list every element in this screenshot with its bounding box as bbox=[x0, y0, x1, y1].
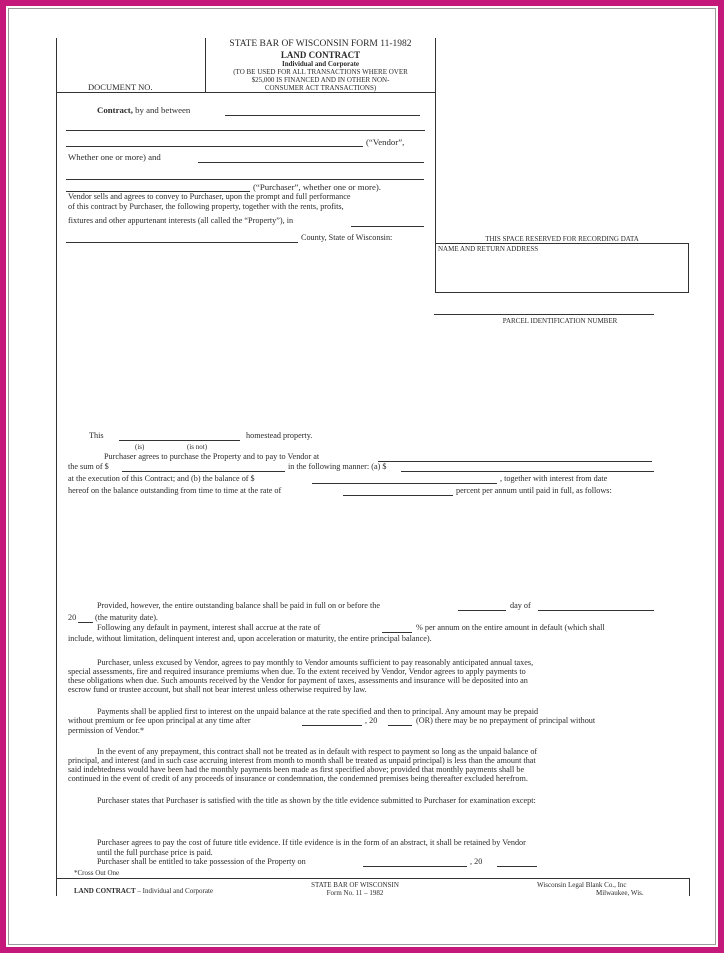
footer-right-1: Wisconsin Legal Blank Co., Inc bbox=[537, 881, 627, 889]
blank-homestead[interactable] bbox=[119, 440, 240, 441]
prepayment-line-1: In the event of any prepayment, this contract shall not be treated as in default with respect to payment so long as the unpaid balance of bbox=[97, 747, 538, 756]
blank-possession-date[interactable] bbox=[363, 866, 467, 867]
header-bottom-rule bbox=[56, 92, 436, 93]
blank-sum[interactable] bbox=[122, 471, 285, 472]
future-line-1: Purchaser agrees to pay the cost of future title evidence. If title evidence is in the form of an abstract, it shall be retained by Vendor bbox=[97, 838, 526, 847]
provided-20: 20 bbox=[68, 613, 77, 622]
blank-purchaser-2[interactable] bbox=[66, 179, 424, 180]
purchaser-label: (“Purchaser”, whether one or more). bbox=[253, 182, 381, 192]
manner-label: in the following manner: (a) $ bbox=[288, 462, 387, 471]
form-title: STATE BAR OF WISCONSIN FORM 11-1982 bbox=[229, 39, 412, 49]
future-line-2: until the full purchase price is paid. bbox=[97, 848, 213, 857]
blank-balance[interactable] bbox=[312, 483, 497, 484]
name-return-label: NAME AND RETURN ADDRESS bbox=[438, 245, 539, 253]
blank-manner[interactable] bbox=[401, 471, 654, 472]
footer-left bbox=[74, 887, 213, 895]
blank-month[interactable] bbox=[538, 610, 654, 611]
is-option: (is) bbox=[135, 443, 145, 451]
applied-line-2b: , 20 bbox=[365, 716, 378, 725]
homestead-label: homestead property. bbox=[246, 431, 313, 440]
monthly-line-4: escrow fund or trustee account, but shall not bear interest unless otherwise required by law. bbox=[68, 685, 367, 694]
sells-line-1: Vendor sells and agrees to convey to Purchaser, upon the prompt and full performance bbox=[68, 192, 351, 201]
applied-line-2c: (OR) there may be no prepayment of principal without bbox=[416, 716, 596, 725]
blank-default-rate[interactable] bbox=[382, 632, 412, 633]
blank-year[interactable] bbox=[78, 622, 93, 623]
monthly-line-2: special assessments, fire and required insurance premiums when due. To the extent received by Vendor, Vendor agrees to apply payments to bbox=[68, 667, 526, 676]
footer-center-2: Form No. 11 – 1982 bbox=[326, 889, 384, 897]
day-of-label: day of bbox=[510, 601, 531, 610]
footer-left-rest: – Individual and Corporate bbox=[137, 887, 214, 895]
blank-party-2[interactable] bbox=[66, 130, 425, 131]
is-not-option: (is not) bbox=[187, 443, 208, 451]
footer-center-1: STATE BAR OF WISCONSIN bbox=[311, 881, 399, 889]
sells-line-2: of this contract by Purchaser, the following property, together with the rents, profits, bbox=[68, 202, 344, 211]
default-line-1: Following any default in payment, interest shall accrue at the rate of bbox=[97, 623, 321, 632]
blank-payment-place[interactable] bbox=[378, 461, 652, 462]
footer-left-bold: LAND CONTRACT bbox=[74, 887, 136, 895]
document-no-label: DOCUMENT NO. bbox=[88, 82, 153, 92]
provided-line-1: Provided, however, the entire outstanding balance shall be paid in full on or before the bbox=[97, 601, 380, 610]
contract-intro bbox=[97, 105, 190, 115]
monthly-line-1: Purchaser, unless excused by Vendor, agrees to pay monthly to Vendor amounts sufficient to pay reasonably anticipated annual taxes, bbox=[97, 658, 534, 667]
header-note-2: $25,000 IS FINANCED AND IN OTHER NON- bbox=[251, 76, 390, 84]
recording-reserved: THIS SPACE RESERVED FOR RECORDING DATA bbox=[485, 235, 639, 243]
default-line-2: include, without limitation, delinquent interest and, upon acceleration or maturity, the entire principal balance). bbox=[68, 634, 432, 643]
whether-label: Whether one or more) and bbox=[68, 152, 161, 162]
blank-rate[interactable] bbox=[343, 495, 453, 496]
doc-title: LAND CONTRACT bbox=[280, 50, 361, 60]
prepayment-line-3: said indebtedness would have been had the monthly payments been made as first specified above; provided that monthly payments shall be bbox=[68, 765, 525, 774]
blank-county[interactable] bbox=[66, 242, 298, 243]
blank-vendor[interactable] bbox=[66, 146, 363, 147]
interest-from-label: , together with interest from date bbox=[500, 474, 608, 483]
footer-right-2: Milwaukee, Wis. bbox=[596, 889, 644, 897]
monthly-line-3: these obligations when due. Such amounts received by the Vendor for payment of taxes, assessments and insurance will be deposited into an bbox=[68, 676, 528, 685]
prepayment-line-2: principal, and interest (and in such case accruing interest from month to month shall be treated as unpaid principal) is less than the amount that bbox=[68, 756, 536, 765]
header-note-1: (TO BE USED FOR ALL TRANSACTIONS WHERE OVER bbox=[233, 68, 408, 76]
contract-rest: by and between bbox=[135, 105, 191, 115]
maturity-label: (the maturity date). bbox=[95, 613, 158, 622]
applied-line-3: permission of Vendor.* bbox=[68, 726, 145, 735]
blank-purchaser-1[interactable] bbox=[198, 162, 424, 163]
footer-right-rule bbox=[689, 878, 690, 896]
applied-line-1: Payments shall be applied first to interest on the unpaid balance at the rate specified and then to principal. Any amount may be prepaid bbox=[97, 707, 539, 716]
possession-20: , 20 bbox=[470, 857, 483, 866]
vendor-label: (“Vendor”, bbox=[366, 137, 405, 147]
cross-out-note: *Cross Out One bbox=[74, 869, 120, 877]
possession-label: Purchaser shall be entitled to take possession of the Property on bbox=[97, 857, 306, 866]
header-note-3: CONSUMER ACT TRANSACTIONS) bbox=[264, 84, 377, 92]
applied-line-2a: without premium or fee upon principal at any time after bbox=[68, 716, 251, 725]
this-label: This bbox=[89, 431, 104, 440]
footer-rule bbox=[56, 878, 690, 879]
hereof-label: hereof on the balance outstanding from time to time at the rate of bbox=[68, 486, 282, 495]
payment-agrees: Purchaser agrees to purchase the Property and to pay to Vendor at bbox=[104, 452, 320, 461]
title-line-1: Purchaser states that Purchaser is satisfied with the title as shown by the title evidence submitted to Purchaser for examination except: bbox=[97, 796, 536, 805]
blank-day[interactable] bbox=[458, 610, 506, 611]
blank-prepay-date[interactable] bbox=[302, 725, 362, 726]
header-left-rule bbox=[56, 38, 57, 896]
blank-in[interactable] bbox=[351, 226, 424, 227]
blank-possession-year[interactable] bbox=[497, 866, 537, 867]
default-line-1b: % per annum on the entire amount in default (which shall bbox=[416, 623, 605, 632]
sells-line-3: fixtures and other appurtenant interests (all called the “Property”), in bbox=[68, 216, 294, 225]
doc-subtitle: Individual and Corporate bbox=[281, 60, 360, 68]
execution-label: at the execution of this Contract; and (b) the balance of $ bbox=[68, 474, 255, 483]
blank-prepay-year[interactable] bbox=[388, 725, 412, 726]
parcel-rule[interactable] bbox=[434, 314, 654, 315]
prepayment-line-4: continued in the event of credit of any proceeds of insurance or condemnation, the condemned premises being thereafter excluded herefrom. bbox=[68, 774, 528, 783]
blank-party-1[interactable] bbox=[225, 115, 420, 116]
county-label: County, State of Wisconsin: bbox=[301, 233, 393, 242]
contract-bold: Contract, bbox=[97, 105, 133, 115]
per-annum-label: percent per annum until paid in full, as follows: bbox=[456, 486, 612, 495]
parcel-label: PARCEL IDENTIFICATION NUMBER bbox=[502, 317, 618, 325]
sum-of-label: the sum of $ bbox=[68, 462, 109, 471]
